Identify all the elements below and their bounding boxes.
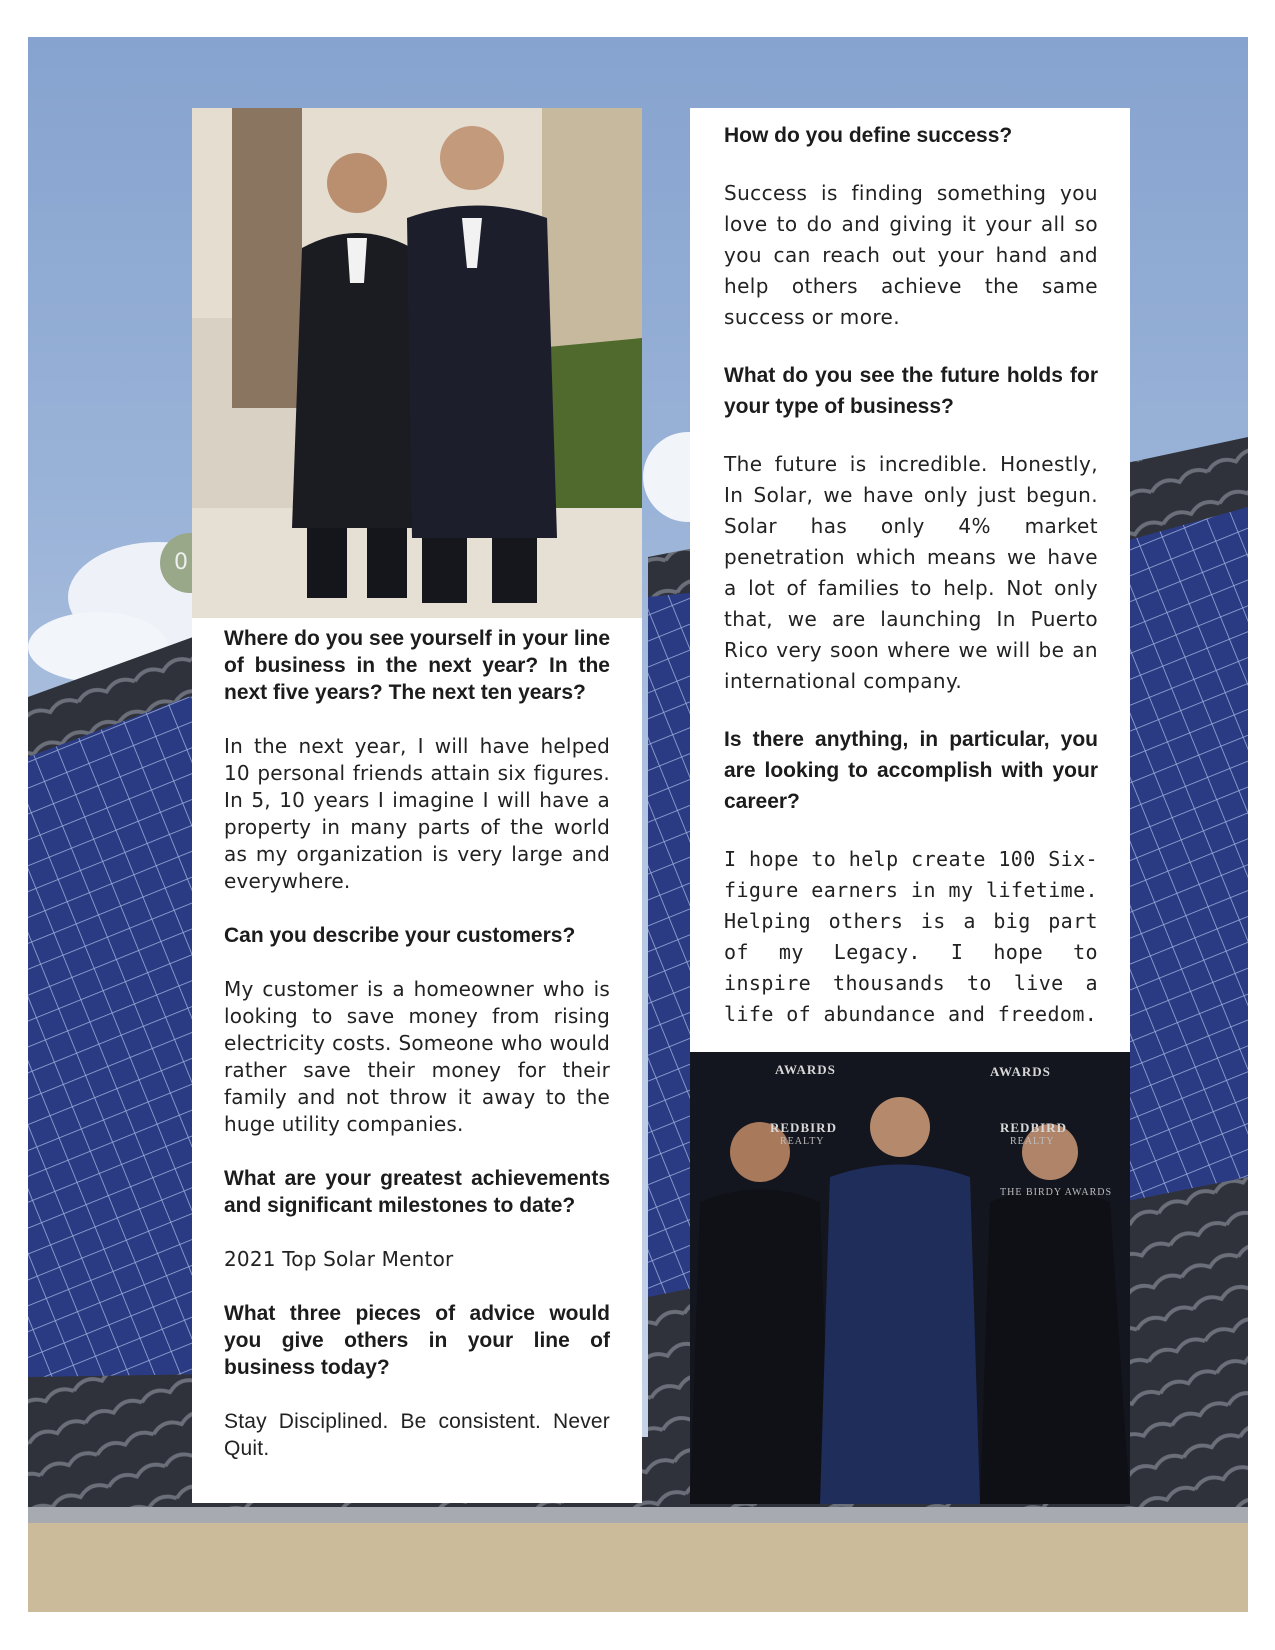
question-accomplish: Is there anything, in particular, you are looking to accomplish with your career?: [724, 728, 1098, 813]
photo-two-men-in-tuxedos: [192, 108, 642, 618]
photo-three-men-at-awards: [690, 1052, 1130, 1504]
answer-accomplish: I hope to help create 100 Six-figure earners in my lifetime. Helping others is a big part of my Legacy. I hope to inspire thousands to live a life of abundance and freedom.: [724, 847, 1098, 1026]
signage-realty-2: REALTY: [1010, 1136, 1055, 1147]
left-column-text: [224, 625, 610, 1462]
question-achievements: What are your greatest achievements and significant milestones to date?: [224, 1167, 610, 1217]
photo-two-men-illustration: [192, 108, 642, 618]
answer-future: The future is incredible. Honestly, In Solar, we have only just begun. Solar has only 4% market penetration which means we have a lot of families to help. Not only that, we are launching In Puerto Rico very soon where we will be an international company.: [724, 452, 1098, 693]
signage-redbird-1: REDBIRD: [770, 1120, 837, 1135]
question-advice: What three pieces of advice would you give others in your line of business today?: [224, 1302, 610, 1379]
answer-define-success: Success is finding something you love to do and giving it your all so you can reach out your hand and help others achieve the same success or more.: [724, 181, 1098, 329]
question-define-success: How do you define success?: [724, 124, 1013, 147]
answer-next-years: In the next year, I will have helped 10 personal friends attain six figures. In 5, 10 years I imagine I will have a property in many parts of the world as my organization is very large and everywhere.: [224, 734, 610, 893]
wall-below-roof: [28, 1523, 1248, 1612]
signage-awards-2: AWARDS: [990, 1064, 1051, 1079]
question-customers: Can you describe your customers?: [224, 924, 576, 947]
gutter: [28, 1507, 1248, 1523]
badge-text: 0: [174, 550, 188, 575]
answer-advice: Stay Disciplined. Be consistent. Never Quit.: [224, 1410, 610, 1460]
right-column-text: [724, 120, 1098, 1030]
signage-birdy-awards: THE BIRDY AWARDS: [1000, 1187, 1113, 1198]
question-next-years: Where do you see yourself in your line of business in the next year? In the next five years? The next ten years?: [224, 627, 610, 704]
signage-awards-1: AWARDS: [775, 1062, 836, 1077]
answer-achievements: 2021 Top Solar Mentor: [224, 1247, 454, 1271]
signage-redbird-2: REDBIRD: [1000, 1120, 1067, 1135]
signage-realty-1: REALTY: [780, 1136, 825, 1147]
question-future: What do you see the future holds for your type of business?: [724, 364, 1098, 418]
answer-customers: My customer is a homeowner who is looking to save money from rising electricity costs. Someone who would rather save their money for their family and not throw it away to the huge utility companies.: [224, 977, 610, 1136]
